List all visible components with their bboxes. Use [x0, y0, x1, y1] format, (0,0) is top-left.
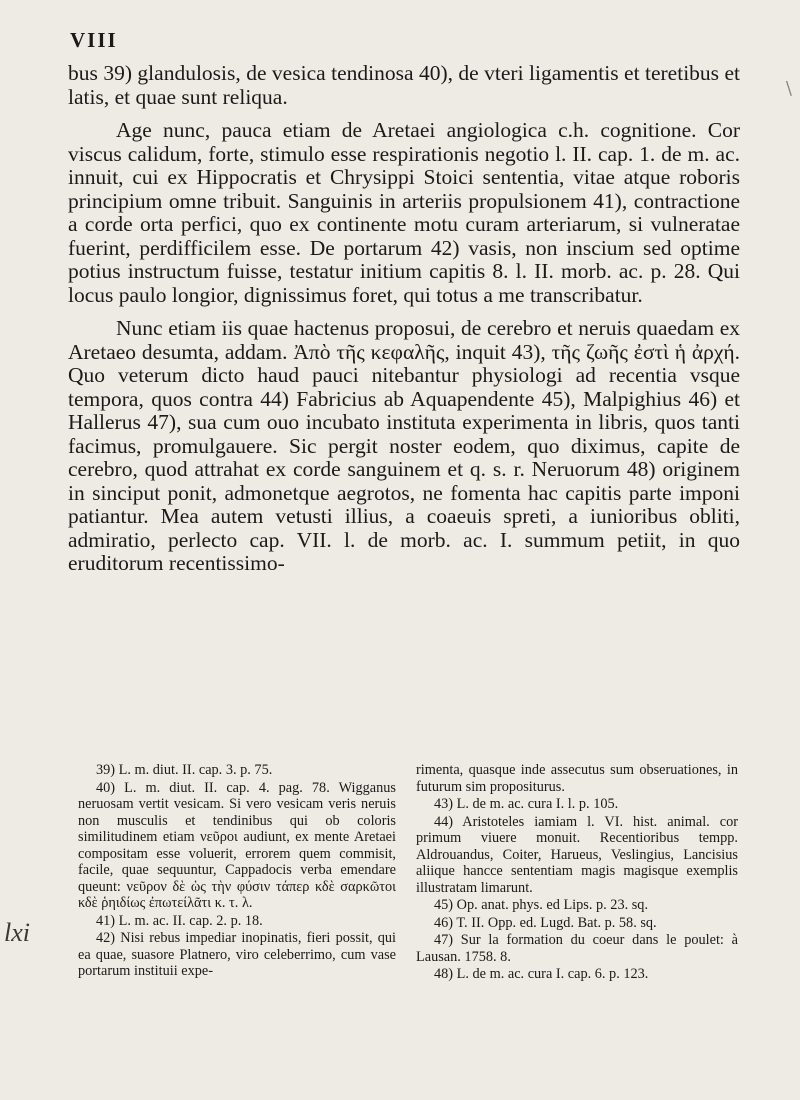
- footnote-47: 47) Sur la formation du coeur dans le poulet: à Lausan. 1758. 8.: [416, 932, 738, 965]
- footnote-40: 40) L. m. diut. II. cap. 4. pag. 78. Wigganus neruosam vertit vesicam. Si vero vesicam veris neruis non musculis et tendinibus qui ob coloris similitudinem etiam νεῦροι audiunt, ex mente Aretaei compositam esse voluerit, errorem quem commisit, facile, quae sequuntur, Cappadocis verba emendare queunt: νεῦρον δὲ ὡς τὴν φύσιν τάπερ κδὲ σαρκῶτοι κδὲ ῥηιδίως ἐπωτείλᾶτι κ. τ. λ.: [78, 779, 396, 911]
- footnote-43: 43) L. de m. ac. cura I. l. p. 105.: [434, 796, 619, 812]
- footnote-41: 41) L. m. ac. II. cap. 2. p. 18.: [96, 912, 263, 929]
- paragraph-angiology: Age nunc, pauca etiam de Aretaei angiologica c.h. cognitione. Cor viscus calidum, forte, stimulo esse respirationis negotio l. II. cap. 1. de m. ac. innuit, cui ex Hippocratis et Chrysippi Stoici sententia, vitae atque roboris principium omne tribuit. Sanguinis in arteriis propulsionem 41), contractione a corde orta perfici, quo ex continente motu curam arteriarum, si vulneratae fuerint, perdifficilem esse. De portarum 42) vasis, non inscium sed optime potius instructum fuisse, testatur initium capitis 8. l. II. morb. ac. p. 28. Qui locus paulo longior, dignissimus foret, qui totus a me transcribatur.: [68, 118, 740, 307]
- footnote-separator: [68, 748, 740, 749]
- footnote-42-continued: rimenta, quasque inde assecutus sum obseruationes, in futurum sim propositurus.: [416, 762, 738, 795]
- footnote-42: 42) Nisi rebus impediar inopinatis, fieri possit, qui ea quae, suasore Platnero, viro celeberrimo, cum vase portarum instituii expe-: [78, 930, 396, 979]
- footnotes-right-column: [416, 762, 738, 984]
- main-text: [68, 62, 740, 576]
- paragraph-continuation: bus 39) glandulosis, de vesica tendinosa 40), de vteri ligamentis et teretibus et latis, et quae sunt reliqua.: [68, 61, 740, 109]
- edge-mark: \: [785, 78, 792, 99]
- handwritten-margin-mark: lxi: [4, 918, 30, 947]
- footnote-46: 46) T. II. Opp. ed. Lugd. Bat. p. 58. sq.: [434, 914, 657, 931]
- footnote-48: 48) L. de m. ac. cura I. cap. 6. p. 123.: [434, 966, 649, 982]
- footnote-45: 45) Op. anat. phys. ed Lips. p. 23. sq.: [434, 897, 649, 913]
- paragraph-brain-nerves: Nunc etiam iis quae hactenus proposui, de cerebro et neruis quaedam ex Aretaeo desumta, addam. Ἀπὸ τῆς κεφαλῆς, inquit 43), τῆς ζωῆς ἐστὶ ἡ ἀρχή. Quo veterum dicto haud pauci nitebantur physiologi ad recentia vsque tempora, quos contra 44) Fabricius ab Aquapendente 45), Malpighius 46) et Hallerus 47), sua cum ouo incubato instituta experimenta in libris, quos tanti facimus, promulgauere. Sic pergit noster eodem, quo diximus, capite de cerebro, quod attrahat ex corde sanguinem et q. s. r. Neruorum 48) originem in sinciput ponit, admonetque aegrotos, ne fomenta hac capitis parte imponi patiantur. Mea autem vetusti illius, a coaeuis spreti, a iunioribus obliti, admiratio, perlecto cap. VII. l. de morb. ac. I. summum petiit, in quo eruditorum recentissimo-: [68, 316, 740, 575]
- footnote-39: 39) L. m. diut. II. cap. 3. p. 75.: [96, 762, 273, 778]
- footnote-44: 44) Aristoteles iamiam l. VI. hist. animal. cor primum viuere monuit. Recentioribus tempp. Aldrouandus, Coiter, Harueus, Veslingius, Lancisius aliique hancce sententiam magis magisque exemplis illustratam limarunt.: [416, 813, 738, 896]
- page-number: VIII: [70, 28, 118, 52]
- footnotes-left-column: [78, 762, 396, 981]
